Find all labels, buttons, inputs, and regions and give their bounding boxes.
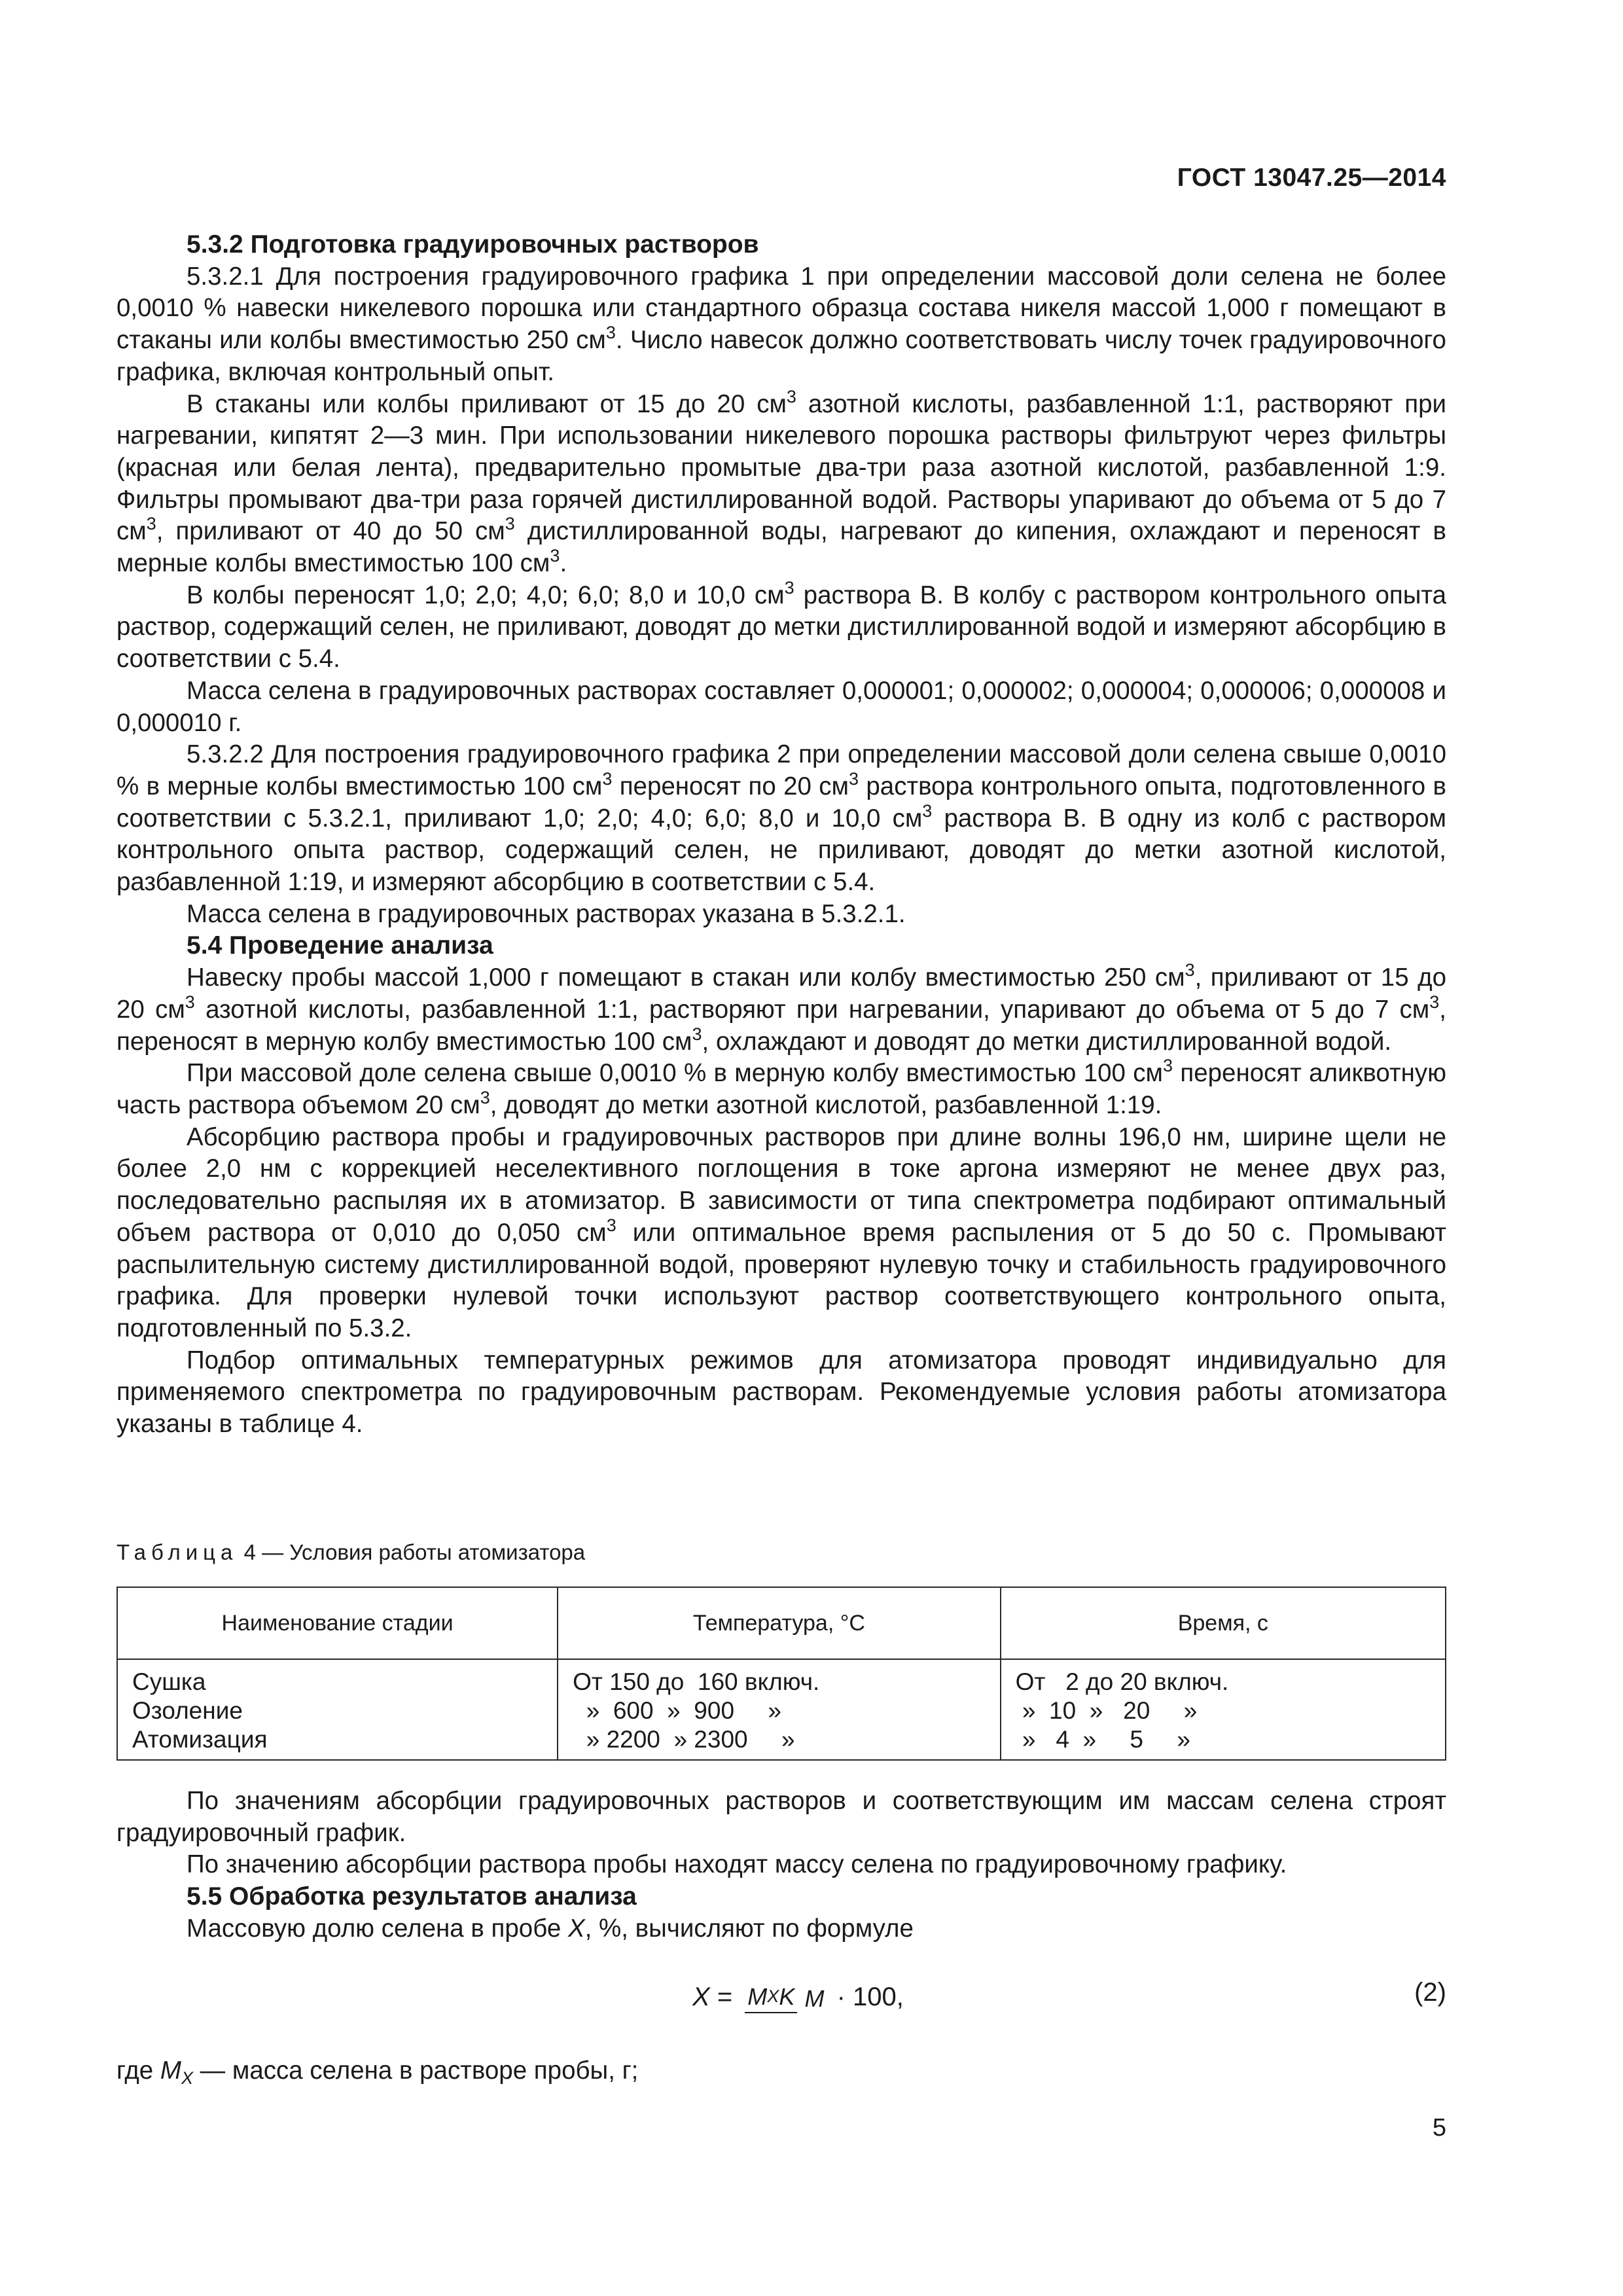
paragraph: Масса селена в градуировочных растворах составляет 0,000001; 0,000002; 0,000004; 0,000006; 0,000008 и 0,000010 г. bbox=[116, 676, 1446, 737]
post-table-text bbox=[116, 1785, 1446, 1945]
paragraph: По значениям абсорбции градуировочных растворов и соответствующим им массам селена строят градуировочный график. bbox=[116, 1787, 1446, 1847]
standard-number: ГОСТ 13047.25—2014 bbox=[1177, 164, 1446, 192]
paragraph: По значению абсорбции раствора пробы находят массу селена по градуировочному графику. bbox=[187, 1850, 1287, 1879]
paragraph: Подбор оптимальных температурных режимов для атомизатора проводят индивидуально для применяемого спектрометра по градуировочным растворам. Рекомендуемые условия работы атомизатора указаны в таблице 4. bbox=[116, 1346, 1446, 1439]
paragraph: 5.3.2.2 Для построения градуировочного графика 2 при определении массовой доли селена свыше 0,0010 % в мерные колбы вместимостью 100 $см^3$ переносят по 20 $см^3$ раствора контрольного опыта, подготовленного в соответствии с 5.3.2.1, приливают 1,0; 2,0; 4,0; 6,0; 8,0 и 10,0 $см^3$ раствора В. В одну из колб с раствором контрольного опыта раствор, содержащий селен, не приливают, доводят до метки азотной кислотой, разбавленной 1:19, и измеряют абсорбцию в соответствии с 5.4. bbox=[116, 740, 1447, 897]
formula-2 bbox=[116, 1975, 1446, 2047]
paragraph: При массовой доле селена свыше 0,0010 % в мерную колбу вместимостью 100 $см^3$ переносят аликвотную часть раствора объемом 20 $см^3$, доводят до метки азотной кислотой, разбавленной 1:19. bbox=[116, 1056, 1447, 1119]
section-heading-5-3-2: 5.3.2 Подготовка градуировочных растворов bbox=[187, 230, 759, 259]
table-row bbox=[117, 1659, 1446, 1760]
paragraph: Массовую долю селена в пробе X, %, вычисляют по формуле bbox=[187, 1914, 914, 1943]
section-heading-5-4: 5.4 Проведение анализа bbox=[187, 931, 493, 960]
formula-legend: где $M_X$ — масса селена в растворе пробы, г; bbox=[116, 2056, 639, 2088]
column-header: Время, с bbox=[1001, 1587, 1446, 1659]
page-number: 5 bbox=[1432, 2114, 1446, 2142]
atomizer-conditions-table bbox=[116, 1587, 1446, 1761]
paragraph: В стаканы или колбы приливают от 15 до 20 $см^3$ азотной кислоты, разбавленной 1:1, растворяют при нагревании, кипятят 2—3 мин. При использовании никелевого порошка растворы фильтруют через фильтры (красная или белая лента), предварительно промытые два-три раза азотной кислотой, разбавленной 1:9. Фильтры промывают два-три раза горячей дистиллированной водой. Растворы упаривают до объема от 5 до 7 $см^3$, приливают от 40 до 50 $см^3$ дистиллированной воды, нагревают до кипения, охлаждают и переносят в мерные колбы вместимостью 100 $см^3$. bbox=[116, 386, 1446, 578]
equation-number: (2) bbox=[1414, 1978, 1446, 2007]
table-cell-stages: Сушка Озоление Атомизация bbox=[117, 1659, 558, 1760]
table-caption: Таблица 4 — Условия работы атомизатора bbox=[116, 1540, 586, 1564]
column-header: Температура, °С bbox=[558, 1587, 1000, 1659]
table-cell-temperatures: От 150 до 160 включ. » 600 » 900 » » 2200 » 2300 » bbox=[558, 1659, 1000, 1760]
document-page bbox=[116, 0, 1446, 2296]
paragraph: 5.3.2.1 Для построения градуировочного графика 1 при определении массовой доли селена не более 0,0010 % навески никелевого порошка или стандартного образца состава никеля массой 1,000 г помещают в стаканы или колбы вместимостью 250 $см^3$. Число навесок должно соответствовать числу точек градуировочного графика, включая контрольный опыт. bbox=[116, 262, 1446, 386]
formula-expression: X = MXK M · 100, bbox=[692, 1981, 904, 2013]
table-header-row bbox=[117, 1587, 1446, 1659]
table-cell-times: От 2 до 20 включ. » 10 » 20 » » 4 » 5 » bbox=[1001, 1659, 1446, 1760]
section-heading-5-5: 5.5 Обработка результатов анализа bbox=[187, 1882, 637, 1911]
paragraph: Абсорбцию раствора пробы и градуировочных растворов при длине волны 196,0 нм, ширине щели не более 2,0 нм с коррекцией неселективного поглощения в токе аргона измеряют не менее двух раз, последовательно распыляя их в атомизатор. В зависимости от типа спектрометра подбирают оптимальный объем раствора от 0,010 до 0,050 $см^3$ или оптимальное время распыления от 5 до 50 с. Промывают распылительную систему дистиллированной водой, проверяют нулевую точку и стабильность градуировочного графика. Для проверки нулевой точки используют раствор соответствующего контрольного опыта, подготовленный по 5.3.2. bbox=[116, 1122, 1446, 1342]
column-header: Наименование стадии bbox=[117, 1587, 558, 1659]
paragraph: В колбы переносят 1,0; 2,0; 4,0; 6,0; 8,0 и 10,0 $см^3$ раствора В. В колбу с раствором контрольного опыта раствор, содержащий селен, не приливают, доводят до метки дистиллированной водой и измеряют абсорбцию в соответствии с 5.4. bbox=[116, 577, 1446, 673]
paragraph: Навеску пробы массой 1,000 г помещают в стакан или колбу вместимостью 250 $см^3$, приливают от 15 до 20 $см^3$ азотной кислоты, разбавленной 1:1, растворяют при нагревании, упаривают до объема от 5 до 7 $см^3$, переносят в мерную колбу вместимостью 100 $см^3$, охлаждают и доводят до метки дистиллированной водой. bbox=[116, 960, 1446, 1056]
paragraph: Масса селена в градуировочных растворах указана в 5.3.2.1. bbox=[187, 899, 906, 928]
main-text bbox=[116, 229, 1446, 1441]
formula-fraction: MXK M bbox=[745, 1981, 824, 2013]
